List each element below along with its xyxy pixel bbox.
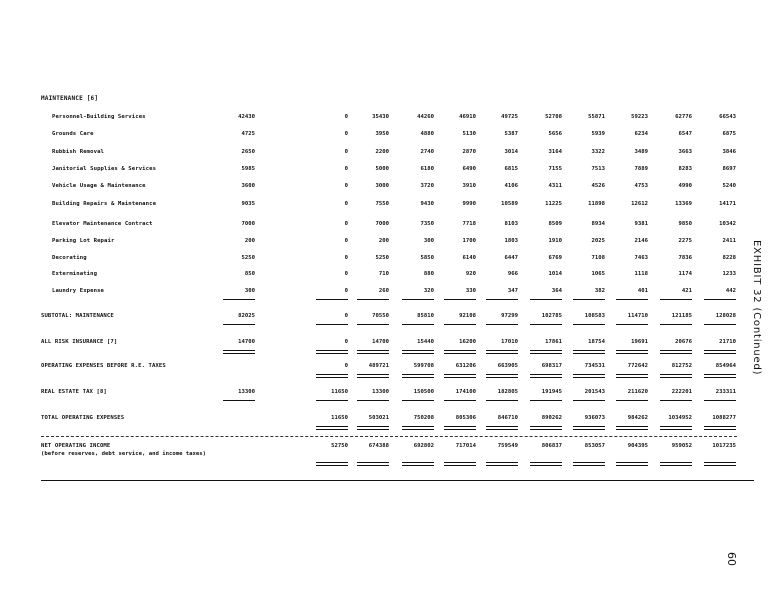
- column-rule: [357, 374, 389, 378]
- value-cell: 121185: [671, 313, 692, 319]
- value-cell: 6769: [548, 255, 562, 261]
- column-rule: [704, 400, 736, 401]
- row-label: Elevator Maintenance Contract: [52, 221, 153, 227]
- column-rule: [402, 374, 434, 378]
- value-cell: 7513: [591, 166, 605, 172]
- value-cell: 0: [344, 339, 348, 345]
- value-cell: 854964: [715, 363, 736, 369]
- value-cell: 11898: [588, 201, 605, 207]
- section-title: MAINTENANCE [6]: [41, 95, 99, 102]
- dashed-separator: [41, 436, 737, 437]
- value-cell: 13300: [372, 389, 389, 395]
- row-label: SUBTOTAL: MAINTENANCE: [41, 313, 114, 319]
- value-cell: 0: [344, 183, 348, 189]
- value-cell: 750208: [413, 415, 434, 421]
- value-cell: 421: [681, 288, 692, 294]
- value-cell: 128028: [715, 313, 736, 319]
- value-cell: 5939: [591, 131, 605, 137]
- value-cell: 52708: [545, 114, 562, 120]
- value-cell: 35430: [372, 114, 389, 120]
- value-cell: 2740: [420, 149, 434, 155]
- value-cell: 7000: [375, 221, 389, 227]
- value-cell: 382: [594, 288, 605, 294]
- value-cell: 3164: [548, 149, 562, 155]
- column-rule: [530, 400, 562, 401]
- value-cell: 3720: [420, 183, 434, 189]
- row-label: NET OPERATING INCOME: [41, 443, 111, 449]
- value-cell: 108583: [584, 313, 605, 319]
- value-cell: 0: [344, 131, 348, 137]
- base-value-cell: 5985: [241, 166, 255, 172]
- value-cell: 0: [344, 238, 348, 244]
- value-cell: 66543: [719, 114, 736, 120]
- column-rule: [357, 462, 389, 466]
- base-value-cell: 300: [244, 288, 255, 294]
- column-rule: [660, 350, 692, 354]
- value-cell: 6140: [462, 255, 476, 261]
- value-cell: 4526: [591, 183, 605, 189]
- value-cell: 6490: [462, 166, 476, 172]
- value-cell: 880: [423, 271, 434, 277]
- value-cell: 1014: [548, 271, 562, 277]
- table-row: [0, 131, 771, 141]
- value-cell: 0: [344, 149, 348, 155]
- value-cell: 0: [344, 271, 348, 277]
- value-cell: 5387: [504, 131, 518, 137]
- column-rule: [357, 324, 389, 325]
- column-rule: [444, 462, 476, 466]
- column-rule: [660, 324, 692, 325]
- value-cell: 9990: [462, 201, 476, 207]
- column-rule: [704, 299, 736, 300]
- row-label: Building Repairs & Maintenance: [52, 201, 157, 207]
- table-row: [0, 288, 771, 298]
- table-row: [0, 271, 771, 281]
- value-cell: 4106: [504, 183, 518, 189]
- value-cell: 4311: [548, 183, 562, 189]
- value-cell: 2870: [462, 149, 476, 155]
- value-cell: 11650: [331, 389, 348, 395]
- value-cell: 5000: [375, 166, 389, 172]
- value-cell: 9430: [420, 201, 434, 207]
- value-cell: 1700: [462, 238, 476, 244]
- value-cell: 200: [378, 238, 389, 244]
- value-cell: 52750: [331, 443, 348, 449]
- value-cell: 49725: [501, 114, 518, 120]
- value-cell: 734531: [584, 363, 605, 369]
- column-rule: [573, 426, 605, 430]
- column-rule: [530, 324, 562, 325]
- row-label: TOTAL OPERATING EXPENSES: [41, 415, 125, 421]
- value-cell: 3910: [462, 183, 476, 189]
- value-cell: 984262: [627, 415, 648, 421]
- value-cell: 7350: [420, 221, 434, 227]
- value-cell: 966: [507, 271, 518, 277]
- value-cell: 853057: [584, 443, 605, 449]
- column-rule: [660, 462, 692, 466]
- column-rule: [616, 350, 648, 354]
- base-value-cell: 9035: [241, 201, 255, 207]
- value-cell: 3950: [375, 131, 389, 137]
- value-cell: 13369: [675, 201, 692, 207]
- column-rule: [444, 374, 476, 378]
- value-cell: 2146: [634, 238, 648, 244]
- column-rule: [573, 350, 605, 354]
- value-cell: 0: [344, 221, 348, 227]
- value-cell: 8934: [591, 221, 605, 227]
- row-label: REAL ESTATE TAX [8]: [41, 389, 107, 395]
- value-cell: 8509: [548, 221, 562, 227]
- value-cell: 44260: [417, 114, 434, 120]
- column-rule: [402, 324, 434, 325]
- value-cell: 320: [423, 288, 434, 294]
- table-row: [0, 339, 771, 349]
- bottom-rule: [41, 480, 754, 481]
- value-cell: 5240: [722, 183, 736, 189]
- column-rule: [486, 462, 518, 466]
- column-rule: [223, 299, 255, 300]
- value-cell: 92108: [459, 313, 476, 319]
- value-cell: 489721: [368, 363, 389, 369]
- table-row: [0, 183, 771, 193]
- value-cell: 710: [378, 271, 389, 277]
- value-cell: 442: [725, 288, 736, 294]
- value-cell: 692802: [413, 443, 434, 449]
- value-cell: 260: [378, 288, 389, 294]
- value-cell: 663905: [497, 363, 518, 369]
- column-rule: [530, 426, 562, 430]
- value-cell: 14171: [719, 201, 736, 207]
- value-cell: 9381: [634, 221, 648, 227]
- column-rule: [486, 299, 518, 300]
- value-cell: 936073: [584, 415, 605, 421]
- value-cell: 4753: [634, 183, 648, 189]
- column-rule: [530, 462, 562, 466]
- value-cell: 11650: [331, 415, 348, 421]
- base-value-cell: 5250: [241, 255, 255, 261]
- value-cell: 0: [344, 201, 348, 207]
- column-rule: [530, 374, 562, 378]
- table-row: [0, 255, 771, 265]
- value-cell: 503021: [368, 415, 389, 421]
- column-rule: [486, 400, 518, 401]
- row-label: Personnel-Building Services: [52, 114, 146, 120]
- value-cell: 14700: [372, 339, 389, 345]
- column-rule: [704, 462, 736, 466]
- value-cell: 1017235: [712, 443, 736, 449]
- value-cell: 17010: [501, 339, 518, 345]
- column-rule: [616, 374, 648, 378]
- value-cell: 920: [465, 271, 476, 277]
- value-cell: 9850: [678, 221, 692, 227]
- value-cell: 347: [507, 288, 518, 294]
- value-cell: 10589: [501, 201, 518, 207]
- value-cell: 2275: [678, 238, 692, 244]
- value-cell: 806837: [541, 443, 562, 449]
- column-rule: [486, 324, 518, 325]
- value-cell: 6180: [420, 166, 434, 172]
- column-rule: [616, 400, 648, 401]
- row-label: Vehicle Usage & Maintenance: [52, 183, 146, 189]
- base-value-cell: 2650: [241, 149, 255, 155]
- value-cell: 631206: [455, 363, 476, 369]
- column-rule: [486, 426, 518, 430]
- value-cell: 0: [344, 363, 348, 369]
- value-cell: 10342: [719, 221, 736, 227]
- value-cell: 674388: [368, 443, 389, 449]
- value-cell: 7889: [634, 166, 648, 172]
- value-cell: 3322: [591, 149, 605, 155]
- value-cell: 1065: [591, 271, 605, 277]
- value-cell: 7463: [634, 255, 648, 261]
- value-cell: 233311: [715, 389, 736, 395]
- value-cell: 0: [344, 114, 348, 120]
- value-cell: 7550: [375, 201, 389, 207]
- base-value-cell: 7000: [241, 221, 255, 227]
- value-cell: 300: [423, 238, 434, 244]
- column-rule: [616, 299, 648, 300]
- value-cell: 5250: [375, 255, 389, 261]
- value-cell: 772642: [627, 363, 648, 369]
- column-rule: [402, 426, 434, 430]
- column-rule: [660, 299, 692, 300]
- value-cell: 1034952: [668, 415, 692, 421]
- value-cell: 97299: [501, 313, 518, 319]
- row-label: Parking Lot Repair: [52, 238, 115, 244]
- base-value-cell: 4725: [241, 131, 255, 137]
- value-cell: 717014: [455, 443, 476, 449]
- row-label: ALL RISK INSURANCE [7]: [41, 339, 118, 345]
- table-row: [0, 313, 771, 323]
- column-rule: [616, 462, 648, 466]
- column-rule: [573, 324, 605, 325]
- value-cell: 0: [344, 288, 348, 294]
- value-cell: 1803: [504, 238, 518, 244]
- value-cell: 599708: [413, 363, 434, 369]
- base-value-cell: 42430: [238, 114, 255, 120]
- table-row: [0, 166, 771, 176]
- column-rule: [402, 462, 434, 466]
- table-row: [0, 149, 771, 159]
- value-cell: 3846: [722, 149, 736, 155]
- value-cell: 201543: [584, 389, 605, 395]
- value-cell: 1118: [634, 271, 648, 277]
- base-value-cell: 82025: [238, 313, 255, 319]
- value-cell: 2411: [722, 238, 736, 244]
- value-cell: 904395: [627, 443, 648, 449]
- value-cell: 174100: [455, 389, 476, 395]
- value-cell: 16200: [459, 339, 476, 345]
- value-cell: 46910: [459, 114, 476, 120]
- value-cell: 1910: [548, 238, 562, 244]
- column-rule: [223, 400, 255, 401]
- value-cell: 4880: [420, 131, 434, 137]
- base-value-cell: 200: [244, 238, 255, 244]
- value-cell: 3014: [504, 149, 518, 155]
- column-rule: [616, 426, 648, 430]
- column-rule: [573, 400, 605, 401]
- value-cell: 20676: [675, 339, 692, 345]
- table-row: [0, 238, 771, 248]
- page-number: 60: [725, 552, 738, 566]
- value-cell: 55871: [588, 114, 605, 120]
- column-rule: [660, 426, 692, 430]
- value-cell: 6875: [722, 131, 736, 137]
- column-rule: [316, 462, 348, 466]
- column-rule: [444, 426, 476, 430]
- value-cell: 812752: [671, 363, 692, 369]
- value-cell: 759549: [497, 443, 518, 449]
- value-cell: 70550: [372, 313, 389, 319]
- value-cell: 222201: [671, 389, 692, 395]
- value-cell: 211620: [627, 389, 648, 395]
- table-row: [0, 114, 771, 124]
- table-row: [0, 201, 771, 211]
- value-cell: 6815: [504, 166, 518, 172]
- column-rule: [530, 299, 562, 300]
- column-rule: [486, 350, 518, 354]
- value-cell: 6234: [634, 131, 648, 137]
- row-label: Janitorial Supplies & Services: [52, 166, 157, 172]
- column-rule: [357, 426, 389, 430]
- column-rule: [573, 462, 605, 466]
- column-rule: [573, 299, 605, 300]
- column-rule: [444, 400, 476, 401]
- column-rule: [316, 324, 348, 325]
- value-cell: 8103: [504, 221, 518, 227]
- value-cell: 1088277: [712, 415, 736, 421]
- value-cell: 191945: [541, 389, 562, 395]
- exhibit-label: EXHIBIT 32 (Continued): [751, 240, 762, 376]
- value-cell: 7836: [678, 255, 692, 261]
- value-cell: 5130: [462, 131, 476, 137]
- value-cell: 0: [344, 255, 348, 261]
- column-rule: [357, 299, 389, 300]
- column-rule: [316, 426, 348, 430]
- column-rule: [444, 299, 476, 300]
- table-row: [0, 221, 771, 231]
- value-cell: 364: [551, 288, 562, 294]
- value-cell: 150500: [413, 389, 434, 395]
- value-cell: 19691: [631, 339, 648, 345]
- column-rule: [616, 324, 648, 325]
- column-rule: [402, 350, 434, 354]
- column-rule: [444, 324, 476, 325]
- value-cell: 17861: [545, 339, 562, 345]
- value-cell: 1233: [722, 271, 736, 277]
- value-cell: 18754: [588, 339, 605, 345]
- value-cell: 7718: [462, 221, 476, 227]
- column-rule: [402, 400, 434, 401]
- value-cell: 5850: [420, 255, 434, 261]
- table-row: [0, 389, 771, 399]
- value-cell: 7108: [591, 255, 605, 261]
- value-cell: 3663: [678, 149, 692, 155]
- value-cell: 8697: [722, 166, 736, 172]
- column-rule: [357, 350, 389, 354]
- value-cell: 8283: [678, 166, 692, 172]
- column-rule: [402, 299, 434, 300]
- value-cell: 12612: [631, 201, 648, 207]
- row-label: Laundry Expense: [52, 288, 105, 294]
- row-label: OPERATING EXPENSES BEFORE R.E. TAXES: [41, 363, 166, 369]
- row-label: Decorating: [52, 255, 87, 261]
- value-cell: 4990: [678, 183, 692, 189]
- column-rule: [704, 350, 736, 354]
- value-cell: 890262: [541, 415, 562, 421]
- row-label: Rubbish Removal: [52, 149, 105, 155]
- column-rule: [444, 350, 476, 354]
- column-rule: [660, 374, 692, 378]
- value-cell: 959052: [671, 443, 692, 449]
- value-cell: 846710: [497, 415, 518, 421]
- value-cell: 15440: [417, 339, 434, 345]
- column-rule: [357, 400, 389, 401]
- column-rule: [223, 324, 255, 325]
- column-rule: [704, 426, 736, 430]
- value-cell: 698317: [541, 363, 562, 369]
- column-rule: [486, 374, 518, 378]
- value-cell: 2025: [591, 238, 605, 244]
- value-cell: 1174: [678, 271, 692, 277]
- value-cell: 3000: [375, 183, 389, 189]
- table-row: [0, 443, 771, 457]
- column-rule: [223, 350, 255, 354]
- row-label: Exterminating: [52, 271, 98, 277]
- row-label: Grounds Care: [52, 131, 94, 137]
- value-cell: 0: [344, 166, 348, 172]
- table-row: [0, 363, 771, 373]
- column-rule: [316, 400, 348, 401]
- value-cell: 5656: [548, 131, 562, 137]
- value-cell: 8228: [722, 255, 736, 261]
- column-rule: [704, 374, 736, 378]
- value-cell: 21710: [719, 339, 736, 345]
- value-cell: 330: [465, 288, 476, 294]
- base-value-cell: 13300: [238, 389, 255, 395]
- column-rule: [530, 350, 562, 354]
- value-cell: 6447: [504, 255, 518, 261]
- value-cell: 62776: [675, 114, 692, 120]
- value-cell: 3489: [634, 149, 648, 155]
- value-cell: 6547: [678, 131, 692, 137]
- column-rule: [660, 400, 692, 401]
- base-value-cell: 14700: [238, 339, 255, 345]
- base-value-cell: 3600: [241, 183, 255, 189]
- base-value-cell: 850: [244, 271, 255, 277]
- value-cell: 2200: [375, 149, 389, 155]
- column-rule: [316, 374, 348, 378]
- table-row: [0, 415, 771, 425]
- value-cell: 7155: [548, 166, 562, 172]
- column-rule: [704, 324, 736, 325]
- value-cell: 182805: [497, 389, 518, 395]
- column-rule: [573, 374, 605, 378]
- value-cell: 59223: [631, 114, 648, 120]
- column-rule: [316, 299, 348, 300]
- value-cell: 102785: [541, 313, 562, 319]
- value-cell: 0: [344, 313, 348, 319]
- column-rule: [316, 350, 348, 354]
- value-cell: 114710: [627, 313, 648, 319]
- value-cell: 805306: [455, 415, 476, 421]
- value-cell: 85810: [417, 313, 434, 319]
- value-cell: 11225: [545, 201, 562, 207]
- value-cell: 401: [637, 288, 648, 294]
- row-label-sub: (before reserves, debt service, and income taxes): [41, 451, 207, 457]
